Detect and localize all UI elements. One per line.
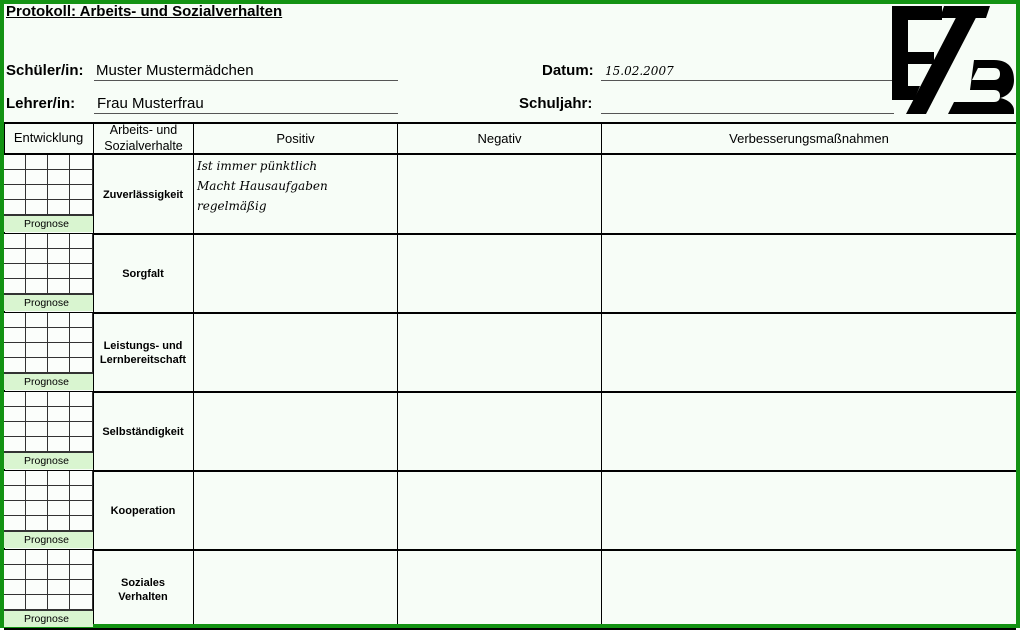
development-cell[interactable]: [48, 550, 70, 565]
development-cell[interactable]: [70, 279, 93, 294]
development-cell[interactable]: [48, 501, 70, 516]
table-row: [4, 392, 1016, 471]
development-cell[interactable]: [48, 392, 70, 407]
development-cell[interactable]: [48, 437, 70, 452]
criterion-label: [94, 471, 192, 550]
development-cell[interactable]: [70, 343, 93, 358]
development-cell[interactable]: [70, 185, 93, 200]
criterion-text: [102, 425, 183, 439]
improvements-cell[interactable]: [602, 550, 1016, 629]
protocol-table: [4, 122, 1016, 624]
improvements-cell[interactable]: [602, 234, 1016, 313]
development-cell[interactable]: [4, 155, 26, 170]
development-cell[interactable]: [4, 516, 26, 531]
development-cell[interactable]: [48, 185, 70, 200]
teacher-label: Lehrer/in:: [6, 95, 76, 112]
development-grid: [4, 234, 93, 313]
improvements-cell[interactable]: [602, 155, 1016, 234]
development-cell[interactable]: [48, 407, 70, 422]
development-cell[interactable]: [26, 501, 48, 516]
table-row: [4, 313, 1016, 392]
development-cell[interactable]: [48, 343, 70, 358]
prognosis-cell[interactable]: Prognose: [4, 294, 93, 311]
date-label: Datum:: [542, 62, 594, 79]
negative-cell[interactable]: [398, 471, 601, 550]
development-cell[interactable]: [70, 234, 93, 249]
criterion-text: [118, 576, 168, 604]
development-cell[interactable]: [4, 249, 26, 264]
development-cell[interactable]: [70, 550, 93, 565]
student-label: Schüler/in:: [6, 62, 84, 79]
development-cell[interactable]: [4, 328, 26, 343]
development-cell[interactable]: [70, 155, 93, 170]
table-row: [4, 471, 1016, 550]
prognosis-cell[interactable]: Prognose: [4, 215, 93, 232]
development-cell[interactable]: [48, 471, 70, 486]
development-cell[interactable]: [4, 580, 26, 595]
header-development: Entwicklung: [13, 130, 84, 145]
criterion-text: [100, 339, 186, 367]
positive-note-line2: Macht Hausaufgaben regelmäßig: [197, 179, 328, 213]
development-cell[interactable]: [48, 580, 70, 595]
development-cell[interactable]: [48, 565, 70, 580]
negative-cell[interactable]: [398, 234, 601, 313]
ezb-logo-icon: [890, 2, 1016, 116]
development-cell[interactable]: [26, 516, 48, 531]
development-cell[interactable]: [4, 550, 26, 565]
development-cell[interactable]: [48, 155, 70, 170]
development-cell[interactable]: [4, 565, 26, 580]
development-cell[interactable]: [26, 407, 48, 422]
development-cell[interactable]: [70, 392, 93, 407]
development-cell[interactable]: [70, 358, 93, 373]
negative-cell[interactable]: [398, 550, 601, 629]
development-cell[interactable]: [26, 422, 48, 437]
development-grid: [4, 471, 93, 550]
improvements-cell[interactable]: [602, 313, 1016, 392]
development-cell[interactable]: [70, 422, 93, 437]
criterion-label: [94, 155, 192, 234]
criterion-text: [103, 188, 183, 202]
criterion-label: [94, 313, 192, 392]
development-cell[interactable]: [4, 264, 26, 279]
development-cell[interactable]: [48, 358, 70, 373]
development-cell[interactable]: [48, 170, 70, 185]
teacher-field[interactable]: Frau Musterfrau: [97, 95, 204, 112]
development-cell[interactable]: [26, 358, 48, 373]
negative-cell[interactable]: [398, 392, 601, 471]
criterion-text: [122, 267, 164, 281]
development-cell[interactable]: [26, 486, 48, 501]
header-improvements: Verbesserungsmaßnahmen: [729, 131, 889, 146]
header-positive: Positiv: [276, 131, 315, 146]
positive-note-line1: Ist immer pünktlich: [197, 159, 318, 173]
negative-cell[interactable]: [398, 155, 601, 234]
prognosis-cell[interactable]: Prognose: [4, 610, 93, 627]
criterion-line1: Zuverlässigkeit: [102, 188, 184, 201]
development-cell[interactable]: [26, 343, 48, 358]
development-cell[interactable]: [4, 486, 26, 501]
development-cell[interactable]: [70, 516, 93, 531]
development-cell[interactable]: [48, 249, 70, 264]
development-cell[interactable]: [26, 595, 48, 610]
development-cell[interactable]: [4, 358, 26, 373]
prognosis-cell[interactable]: Prognose: [4, 373, 93, 390]
development-cell[interactable]: [26, 550, 48, 565]
development-cell[interactable]: [4, 234, 26, 249]
development-cell[interactable]: [70, 328, 93, 343]
table-row: [4, 155, 1016, 234]
improvements-cell[interactable]: [602, 471, 1016, 550]
development-cell[interactable]: [4, 437, 26, 452]
development-cell[interactable]: [26, 170, 48, 185]
development-cell[interactable]: [26, 392, 48, 407]
development-cell[interactable]: [4, 343, 26, 358]
development-grid: [4, 155, 93, 234]
development-grid: [4, 550, 93, 629]
development-cell[interactable]: [70, 313, 93, 328]
development-cell[interactable]: [4, 185, 26, 200]
development-cell[interactable]: [48, 516, 70, 531]
development-cell[interactable]: [48, 200, 70, 215]
development-cell[interactable]: [48, 328, 70, 343]
development-cell[interactable]: [70, 200, 93, 215]
development-cell[interactable]: [26, 155, 48, 170]
development-cell[interactable]: [4, 407, 26, 422]
development-cell[interactable]: [48, 486, 70, 501]
criterion-line2: Verhalten: [118, 590, 168, 603]
criterion-line1: Sorgfalt: [122, 267, 164, 280]
development-cell[interactable]: [70, 471, 93, 486]
development-cell[interactable]: [26, 279, 48, 294]
development-cell[interactable]: [4, 501, 26, 516]
positive-cell[interactable]: [197, 156, 397, 216]
development-cell[interactable]: [26, 313, 48, 328]
development-cell[interactable]: [48, 264, 70, 279]
development-cell[interactable]: [48, 234, 70, 249]
development-cell[interactable]: [70, 170, 93, 185]
criterion-label: [94, 234, 192, 313]
development-cell[interactable]: [26, 471, 48, 486]
criterion-line1: Leistungs- und: [103, 339, 183, 352]
header-criterion-line1: Arbeits- und: [109, 123, 178, 137]
development-cell[interactable]: [26, 200, 48, 215]
development-grid: [4, 313, 93, 392]
criterion-line1: Kooperation: [110, 504, 176, 517]
development-cell[interactable]: [70, 595, 93, 610]
header-criterion-line2: Sozialverhalte: [104, 139, 183, 153]
development-cell[interactable]: [70, 580, 93, 595]
development-cell[interactable]: [70, 407, 93, 422]
header-criterion: [94, 122, 193, 154]
development-cell[interactable]: [26, 565, 48, 580]
criterion-line1: Soziales: [120, 576, 166, 589]
school-year-label: Schuljahr:: [519, 95, 593, 112]
improvements-cell[interactable]: [602, 392, 1016, 471]
development-cell[interactable]: [4, 200, 26, 215]
development-cell[interactable]: [48, 279, 70, 294]
criterion-line2: Lernbereitschaft: [99, 353, 187, 366]
student-field[interactable]: Muster Mustermädchen: [96, 62, 254, 79]
date-field[interactable]: 15.02.2007: [605, 64, 674, 78]
development-cell[interactable]: [48, 595, 70, 610]
development-grid: [4, 392, 93, 471]
criterion-text: [111, 504, 176, 518]
student-underline: [94, 80, 398, 81]
development-cell[interactable]: [26, 437, 48, 452]
development-cell[interactable]: [26, 234, 48, 249]
header-negative: Negativ: [477, 131, 522, 146]
development-cell[interactable]: [70, 565, 93, 580]
development-cell[interactable]: [26, 580, 48, 595]
teacher-underline: [94, 113, 398, 114]
development-cell[interactable]: [26, 328, 48, 343]
development-cell[interactable]: [48, 313, 70, 328]
development-cell[interactable]: [26, 185, 48, 200]
development-cell[interactable]: [70, 437, 93, 452]
development-cell[interactable]: [4, 313, 26, 328]
negative-cell[interactable]: [398, 313, 601, 392]
development-cell[interactable]: [4, 595, 26, 610]
document-title: Protokoll: Arbeits- und Sozialverhalten: [6, 3, 283, 20]
development-cell[interactable]: [70, 501, 93, 516]
table-row: [4, 234, 1016, 313]
development-cell[interactable]: [26, 264, 48, 279]
prognosis-cell[interactable]: Prognose: [4, 531, 93, 548]
development-cell[interactable]: [70, 264, 93, 279]
criterion-line1: Selbständigkeit: [102, 425, 184, 438]
development-cell[interactable]: [26, 249, 48, 264]
school-year-underline: [601, 113, 894, 114]
table-row: [4, 550, 1016, 629]
development-cell[interactable]: [4, 422, 26, 437]
development-cell[interactable]: [4, 170, 26, 185]
date-underline: [601, 80, 894, 81]
development-cell[interactable]: [48, 422, 70, 437]
prognosis-cell[interactable]: Prognose: [4, 452, 93, 469]
development-cell[interactable]: [70, 486, 93, 501]
development-cell[interactable]: [4, 392, 26, 407]
development-cell[interactable]: [4, 471, 26, 486]
criterion-label: [94, 392, 192, 471]
criterion-label: [94, 550, 192, 629]
development-cell[interactable]: [4, 279, 26, 294]
development-cell[interactable]: [70, 249, 93, 264]
